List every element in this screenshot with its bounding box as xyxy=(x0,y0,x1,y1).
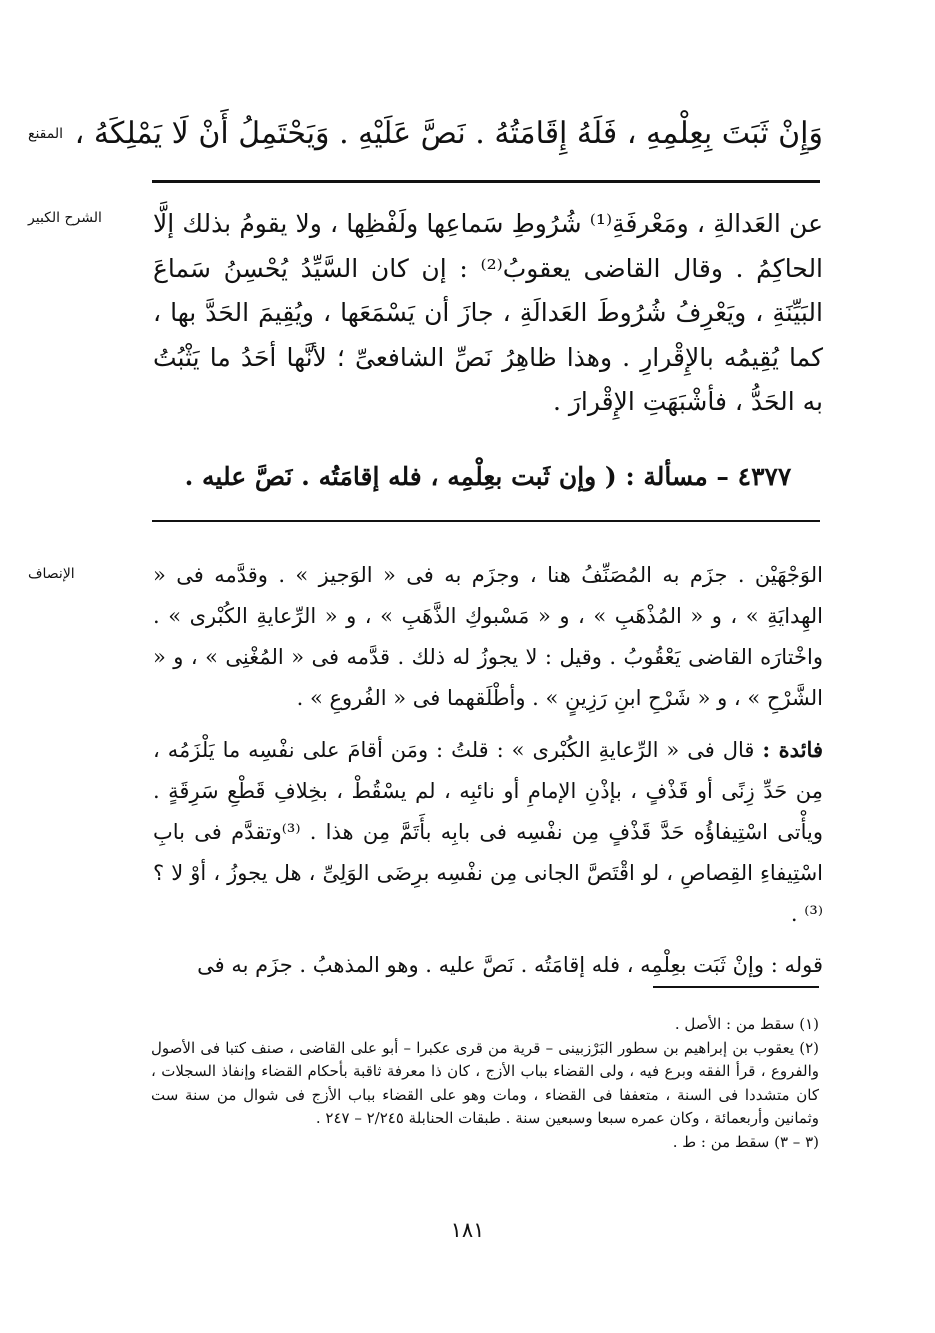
label-insaf: الإنصاف xyxy=(28,566,75,582)
label-sharh: الشرح الكبير xyxy=(28,210,102,226)
footnote: (٣ – ٣) سقط من : ط . xyxy=(672,1132,819,1151)
footnotes xyxy=(151,1013,819,1154)
footnote: (٢) يعقوب بن إبراهيم بن سطور البَرْزبينى – قرية من قرى عكبرا – أبو على القاضى ، صنف كتبا فى الأصول والفروع ، قرأ الفقه وبرع فيه ، ولى القضاء بباب الأزج ، كان ذا معرفة ثاقبة بأحكام القضاء وإنفاذ السجلات ، كان متشددا فى السنة ، متعففا فى القضاء ، ومات وهو على القضاء بباب الأزج فى شوال من سنة ست وثمانين وأربعمائة ، وكان عمره سبعا وسبعين سنة . طبقات الحنابلة ٢/٢٤٥ – ٢٤٧ . xyxy=(151,1038,819,1127)
insaf-paragraph: الوَجْهَيْن . جزَم به المُصَنِّفُ هنا ، وجزَم به فى « الوَجيز » . وقدَّمه فى « الهِدايَةِ » ، و « المُذْهَبِ » ، و « مَسْبوكِ الذَّهَبِ » ، و « الرِّعايةِ الكُبْرى » . واخْتارَه القاضى يَعْقُوبُ . وقيل : لا يجوزُ له ذلك . قدَّمه فى « المُغْنِى » ، و « الشَّرْحِ » ، و « شَرْحِ ابنِ رَزِينٍ » . وأطْلَقهما فى « الفُروعِ » . xyxy=(153,563,823,710)
faida-label: فائدة : xyxy=(762,737,823,762)
label-muqni: المقنع xyxy=(28,126,64,142)
masala-heading: ٤٣٧٧ – مسألة : ( وإن ثَبت بعِلْمِه ، فله إقامَتُه . نَصَّ عليه . xyxy=(184,462,792,491)
sharh-text: عن العَدالةِ ، ومَعْرفَةِ⁽¹⁾ شُرُوطِ سَماعِها ولَفْظِها ، ولا يقومُ بذلك إلَّا الحاكِمُ . وقال القاضى يعقوبُ⁽²⁾ : إن كان السَّيِّدُ يُحْسِنُ سَماعَ البَيِّنَةِ ، ويَعْرِفُ شُرُوطَ العَدالَةِ ، جازَ أن يَسْمَعَها ، ويُقِيمَ الحَدَّ بها ، كما يُقِيمُه بالإِقْرارِ . وهذا ظاهِرُ نَصِّ الشافعىِّ ؛ لأنَّها أحَدُ ما يَثْبُتُ به الحَدُّ ، فأشْبَهَتِ الإِقْرارَ . xyxy=(153,209,824,416)
section-divider xyxy=(152,180,820,183)
footnote: (١) سقط من : الأصل . xyxy=(674,1015,819,1033)
page-number: ١٨١ xyxy=(450,1218,485,1242)
insaf-text xyxy=(153,555,823,986)
insaf-paragraph xyxy=(153,729,823,935)
insaf-paragraph: قوله : وإنْ ثَبَت بعِلْمِه ، فله إقامَتُه . نَصَّ عليه . وهو المذهبُ . جزَم به فى xyxy=(197,953,823,977)
footnote-divider xyxy=(653,986,819,988)
faida-text: قال فى « الرِّعايةِ الكُبْرى » : قلتُ : ومَن أقامَ على نفْسِه ما يَلْزَمُه ، مِن حَدِّ زِنًى أو قَذْفٍ ، بإذْنِ الإمامِ أو نائبِه ، لم يسْقُطْ ، بخِلافِ قَطْعِ سَرِقَةٍ . ويأْتى اسْتِيفاؤُه حَدَّ قَذْفٍ مِن نفْسِه فى بابِه بأَتَمَّ مِن هذا . ⁽³⁾وتقدَّم فى بابِ اسْتِيفاءِ القِصاصِ ، لو اقْتَصَّ الجانى مِن نفْسِه برِضَى الوَلِىِّ ، هل يجوزُ ، أوْ لا ؟⁽³⁾ . xyxy=(153,738,823,926)
muqni-text: وَإِنْ ثَبَتَ بِعِلْمِهِ ، فَلَهُ إِقَامَتُهُ . نَصَّ عَلَيْهِ . وَيَحْتَمِلُ أَنْ لَا يَمْلِكَهُ ، xyxy=(74,116,823,151)
section-divider xyxy=(152,520,820,522)
